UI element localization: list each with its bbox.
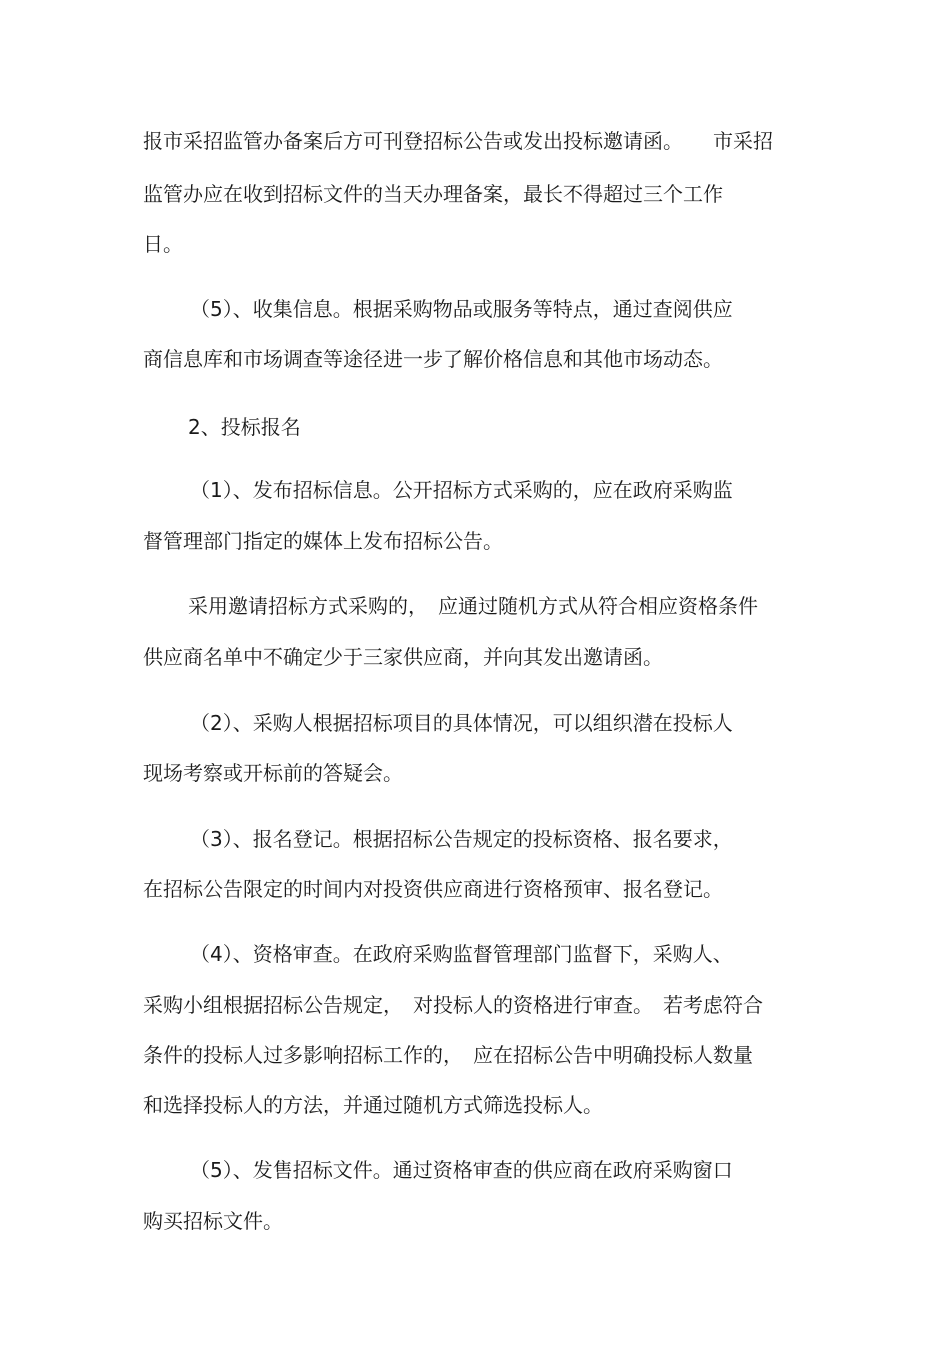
text-line: 供应商名单中不确定少于三家供应商，并向其发出邀请函。 xyxy=(143,645,663,669)
text-line: 采购小组根据招标公告规定， 对投标人的资格进行审查。 若考虑符合 xyxy=(143,993,763,1017)
text-line: （3）、报名登记。根据招标公告规定的投标资格、报名要求， xyxy=(190,827,733,851)
text-line: （5）、收集信息。根据采购物品或服务等特点，通过查阅供应 xyxy=(190,297,733,321)
text-line: 报市采招监管办备案后方可刊登招标公告或发出投标邀请函。 市采招 xyxy=(143,129,773,153)
section-heading: 2、投标报名 xyxy=(188,415,301,439)
text-line: （1）、发布招标信息。公开招标方式采购的，应在政府采购监 xyxy=(190,478,733,502)
text-line: 监管办应在收到招标文件的当天办理备案，最长不得超过三个工作 xyxy=(143,182,723,206)
text-line: 采用邀请招标方式采购的， 应通过随机方式从符合相应资格条件 xyxy=(188,594,758,618)
text-line: （4）、资格审查。在政府采购监督管理部门监督下，采购人、 xyxy=(190,942,733,966)
text-line: 条件的投标人过多影响招标工作的， 应在招标公告中明确投标人数量 xyxy=(143,1043,753,1067)
text-line: 商信息库和市场调查等途径进一步了解价格信息和其他市场动态。 xyxy=(143,347,723,371)
text-line: 和选择投标人的方法，并通过随机方式筛选投标人。 xyxy=(143,1093,603,1117)
text-line: 日。 xyxy=(143,232,183,256)
text-line: 在招标公告限定的时间内对投资供应商进行资格预审、报名登记。 xyxy=(143,877,723,901)
text-line: （5）、发售招标文件。通过资格审查的供应商在政府采购窗口 xyxy=(190,1158,733,1182)
text-line: （2）、采购人根据招标项目的具体情况，可以组织潜在投标人 xyxy=(190,711,733,735)
text-line: 现场考察或开标前的答疑会。 xyxy=(143,761,403,785)
text-line: 购买招标文件。 xyxy=(143,1209,283,1233)
text-line: 督管理部门指定的媒体上发布招标公告。 xyxy=(143,529,503,553)
